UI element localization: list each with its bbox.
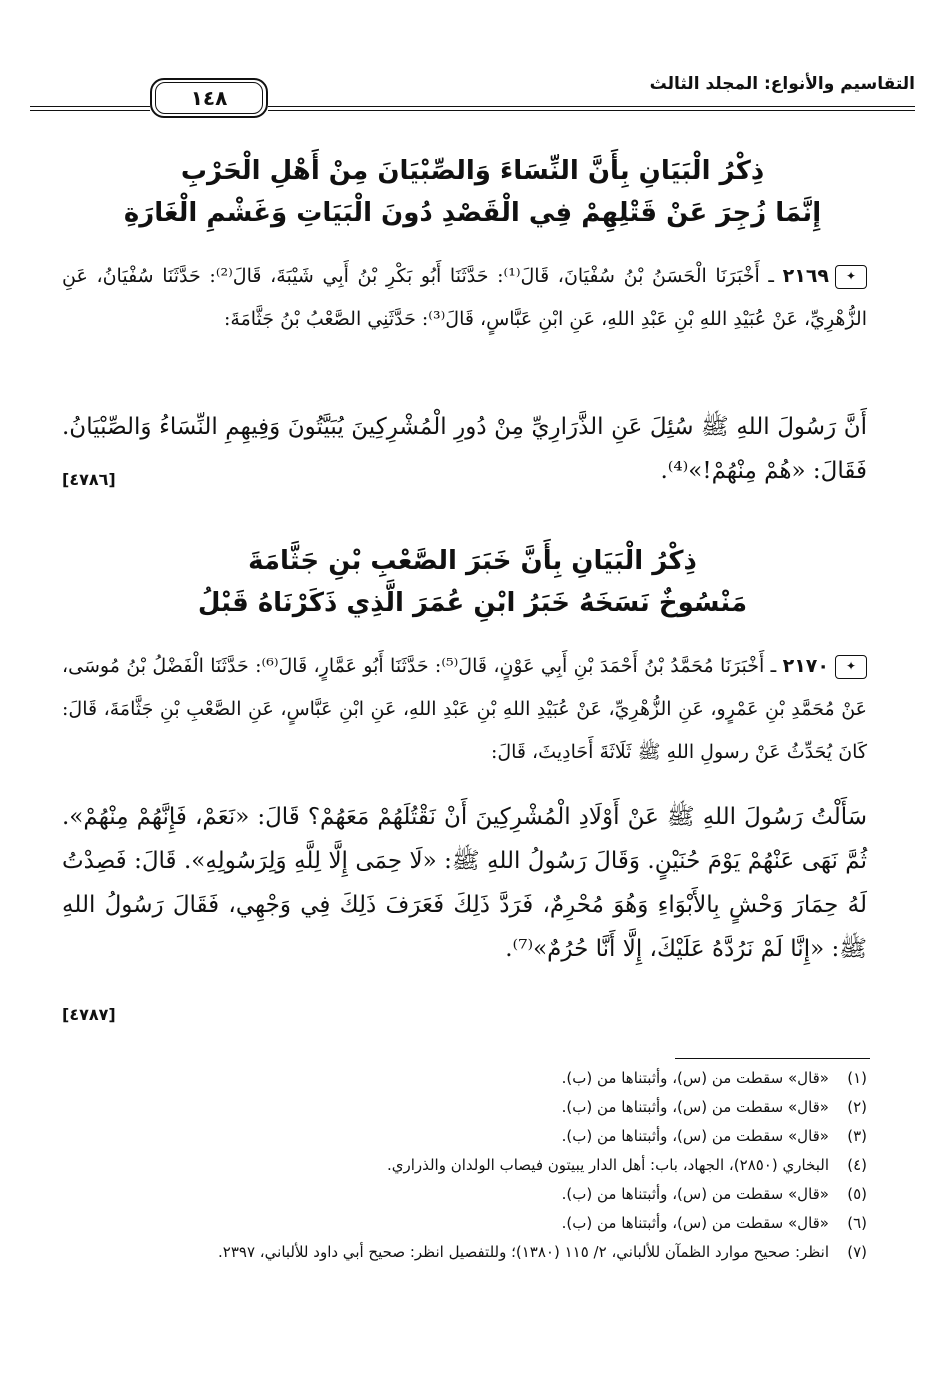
hadith-ornament-icon: ✦: [835, 655, 867, 679]
hadith-2169-reference: [٤٧٨٦]: [62, 470, 116, 489]
running-header: [30, 72, 915, 116]
section-1-heading-line-1: ذِكْرُ الْبَيَانِ بِأَنَّ النِّسَاءَ وَالصِّبْيَانَ مِنْ أَهْلِ الْحَرْبِ: [180, 156, 765, 186]
footnote: [62, 1064, 867, 1093]
hadith-number: ٢١٧٠: [782, 655, 829, 677]
isnad-text: ـ أَخْبَرَنَا مُحَمَّدُ بْنُ أَحْمَدَ بْنِ أَبِي عَوْنٍ، قَالَ⁽⁵⁾: حَدَّثَنَا أَبُو عَمَّارٍ، قَالَ⁽⁶⁾: حَدَّثَنَا الْفَضْلُ بْنُ مُوسَى، عَنْ مُحَمَّدِ بْنِ عَمْرٍو، عَنِ الزُّهْرِيِّ، عَنْ عُبَيْدِ اللهِ بْنِ عَبْدِ اللهِ، عَنِ ابْنِ عَبَّاسٍ، عَنِ الصَّعْبِ بْنِ جَثَّامَةَ، قَالَ: كَانَ يُحَدِّثُ عَنْ رسولِ اللهِ ﷺ ثَلَاثَةَ أَحَادِيثَ، قَالَ:: [62, 655, 867, 763]
matn-text: أَنَّ رَسُولَ اللهِ ﷺ سُئِلَ عَنِ الذَّرَارِيِّ مِنْ دُورِ الْمُشْرِكِينَ يُبَيَّتُونَ وَفِيهِمِ النِّسَاءُ وَالصِّبْيَانُ. فَقَالَ: «هُمْ مِنْهُمْ!»⁽⁴⁾.: [62, 414, 867, 484]
footnote: [62, 1238, 867, 1267]
footnote-number: (٣): [847, 1127, 867, 1145]
section-1-heading-line-2: إِنَّمَا زُجِرَ عَنْ قَتْلِهِمْ فِي الْقَصْدِ دُونَ الْبَيَاتِ وَغَشْمِ الْغَارَةِ: [123, 198, 822, 228]
header-title: التقاسيم والأنواع: المجلد الثالث: [649, 74, 915, 94]
footnote-text: «قال» سقطت من (س)، وأثبتناها من (ب).: [561, 1214, 829, 1232]
footnote-number: (٢): [847, 1098, 867, 1116]
hadith-2170-reference: [٤٧٨٧]: [62, 1005, 116, 1024]
footnote: [62, 1122, 867, 1151]
footnote-number: (٤): [847, 1156, 867, 1174]
footnote-text: انظر: صحيح موارد الظمآن للألباني، ٢/ ١١٥ (١٣٨٠)؛ وللتفصيل انظر: صحيح أبي داود للألباني، ٢٣٩٧.: [218, 1243, 829, 1261]
hadith-ornament-icon: ✦: [835, 265, 867, 289]
isnad-text: ـ أَخْبَرَنَا الْحَسَنُ بْنُ سُفْيَانَ، قَالَ⁽¹⁾: حَدَّثَنَا أَبُو بَكْرِ بْنُ أَبِي شَيْبَةَ، قَالَ⁽²⁾: حَدَّثَنَا سُفْيَانُ، عَنِ الزُّهْرِيِّ، عَنْ عُبَيْدِ اللهِ بْنِ عَبْدِ اللهِ، عَنِ ابْنِ عَبَّاسٍ، قَالَ⁽³⁾: حَدَّثَنِي الصَّعْبُ بْنُ جَثَّامَةَ:: [62, 265, 867, 330]
page-number-frame: [150, 78, 268, 118]
footnote-text: البخاري (٢٨٥٠)، الجهاد، باب: أهل الدار يبيتون فيصاب الولدان والذراري.: [386, 1156, 829, 1174]
footnote: [62, 1180, 867, 1209]
footnote: [62, 1209, 867, 1238]
footnote-text: «قال» سقطت من (س)، وأثبتناها من (ب).: [561, 1098, 829, 1116]
footnote: [62, 1151, 867, 1180]
footnote-text: «قال» سقطت من (س)، وأثبتناها من (ب).: [561, 1127, 829, 1145]
page-number: ١٤٨: [155, 82, 263, 114]
footnote-text: «قال» سقطت من (س)، وأثبتناها من (ب).: [561, 1185, 829, 1203]
hadith-number: ٢١٦٩: [782, 265, 830, 287]
hadith-2170-isnad: [62, 645, 867, 774]
hadith-2170-matn: [62, 795, 867, 971]
hadith-2169-isnad: [62, 255, 867, 341]
section-2-heading-line-2: مَنْسُوخٌ نَسَخَهُ خَبَرُ ابْنِ عُمَرَ الَّذِي ذَكَرْنَاهُ قَبْلُ: [197, 588, 748, 618]
footnote-number: (١): [847, 1069, 867, 1087]
footnotes: [62, 1064, 867, 1267]
hadith-2169-matn: [62, 405, 867, 493]
section-1-heading: [60, 150, 885, 234]
footnote-number: (٦): [847, 1214, 867, 1232]
footnote-number: (٧): [847, 1243, 867, 1261]
section-2-heading-line-1: ذِكْرُ الْبَيَانِ بِأَنَّ خَبَرَ الصَّعْبِ بْنِ جَثَّامَةَ: [248, 546, 697, 576]
footnote-text: «قال» سقطت من (س)، وأثبتناها من (ب).: [561, 1069, 829, 1087]
footnote-separator: [675, 1058, 870, 1059]
footnote-number: (٥): [847, 1185, 867, 1203]
section-2-heading: [60, 540, 885, 624]
matn-text: سَأَلْتُ رَسُولَ اللهِ ﷺ عَنْ أَوْلَادِ الْمُشْرِكِينَ أَنْ نَقْتُلَهُمْ مَعَهُمْ؟ قَالَ: «نَعَمْ، فَإِنَّهُمْ مِنْهُمْ». ثُمَّ نَهَى عَنْهُمْ يَوْمَ حُنَيْنٍ. وَقَالَ رَسُولُ اللهِ ﷺ: «لَا حِمَى إِلَّا لِلَّهِ وَلِرَسُولِهِ». قَالَ: فَصِدْتُ لَهُ حِمَارَ وَحْشٍ بِالأَبْوَاءِ وَهُوَ مُحْرِمٌ، فَرَدَّ ذَلِكَ فَعَرَفَ ذَلِكَ فِي وَجْهِي، فَقَالَ رَسُولُ اللهِ ﷺ: «إِنَّا لَمْ نَرُدَّهُ عَلَيْكَ، إِلَّا أَنَّا حُرُمٌ»⁽⁷⁾.: [62, 804, 867, 962]
footnote: [62, 1093, 867, 1122]
